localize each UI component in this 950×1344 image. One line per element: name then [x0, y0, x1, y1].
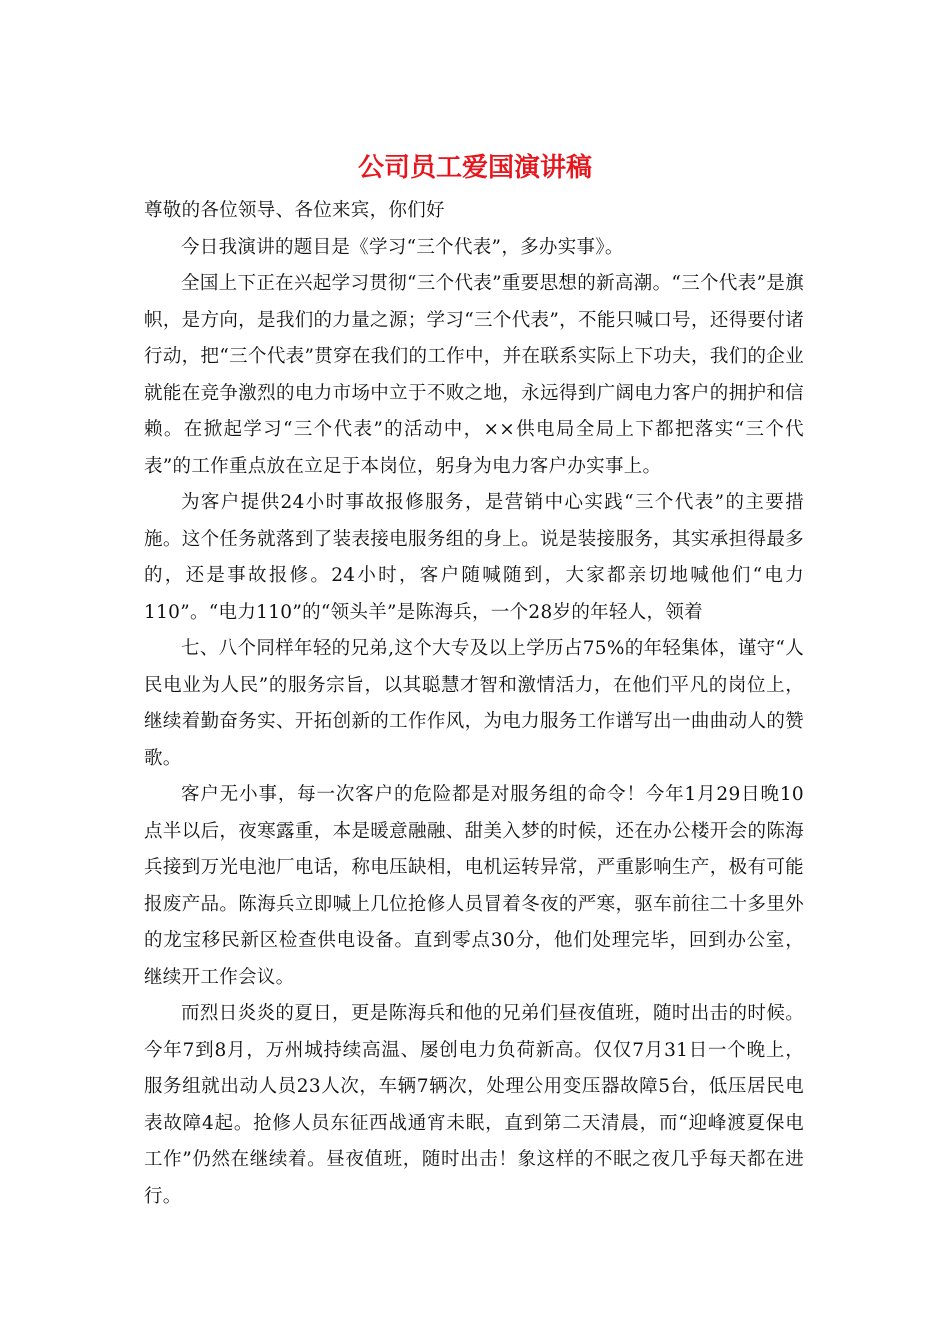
body-paragraph: 为客户提供24小时事故报修服务，是营销中心实践“三个代表”的主要措施。这个任务就落到了装表接电服务组的身上。说是装接服务，其实承担得最多的，还是事故报修。24小时，客户随喊随到，大家都亲切地喊他们“电力110”。“电力110”的“领头羊”是陈海兵，一个28岁的年轻人，领着 — [144, 492, 804, 623]
document-title: 公司员工爱国演讲稿 — [357, 153, 592, 183]
document-body — [144, 193, 804, 1215]
body-paragraph: 客户无小事，每一次客户的危险都是对服务组的命令！今年1月29日晚10点半以后，夜寒露重，本是暖意融融、甜美入梦的时候，还在办公楼开会的陈海兵接到万光电池厂电话，称电压缺相，电机运转异常，严重影响生产，极有可能报废产品。陈海兵立即喊上几位抢修人员冒着冬夜的严寒，驱车前往二十多里外的龙宝移民新区检查供电设备。直到零点30分，他们处理完毕，回到办公室，继续开工作会议。 — [144, 784, 804, 988]
body-paragraph: 而烈日炎炎的夏日，更是陈海兵和他的兄弟们昼夜值班，随时出击的时候。今年7到8月，万州城持续高温、屡创电力负荷新高。仅仅7月31日一个晚上，服务组就出动人员23人次，车辆7辆次，处理公用变压器故障5台，低压居民电表故障4起。抢修人员东征西战通宵未眠，直到第二天清晨，而“迎峰渡夏保电工作”仍然在继续着。昼夜值班，随时出击！象这样的不眠之夜几乎每天都在进行。 — [144, 1003, 804, 1207]
salutation-paragraph: 尊敬的各位领导、各位来宾，你们好 — [144, 200, 445, 221]
body-paragraph: 七、八个同样年轻的兄弟,这个大专及以上学历占75%的年轻集体，谨守“人民电业为人民”的服务宗旨，以其聪慧才智和激情活力，在他们平凡的岗位上，继续着勤奋务实、开拓创新的工作作风，为电力服务工作谱写出一曲曲动人的赞歌。 — [144, 638, 804, 769]
body-paragraph: 今日我演讲的题目是《学习“三个代表”，多办实事》。 — [181, 236, 624, 258]
body-paragraph: 全国上下正在兴起学习贯彻“三个代表”重要思想的新高潮。“三个代表”是旗帜，是方向，是我们的力量之源；学习“三个代表”，不能只喊口号，还得要付诸行动，把“三个代表”贯穿在我们的工作中，并在联系实际上下功夫，我们的企业就能在竞争激烈的电力市场中立于不败之地，永远得到广阔电力客户的拥护和信赖。在掀起学习“三个代表”的活动中，××供电局全局上下都把落实“三个代表”的工作重点放在立足于本岗位，躬身为电力客户办实事上。 — [144, 273, 804, 477]
